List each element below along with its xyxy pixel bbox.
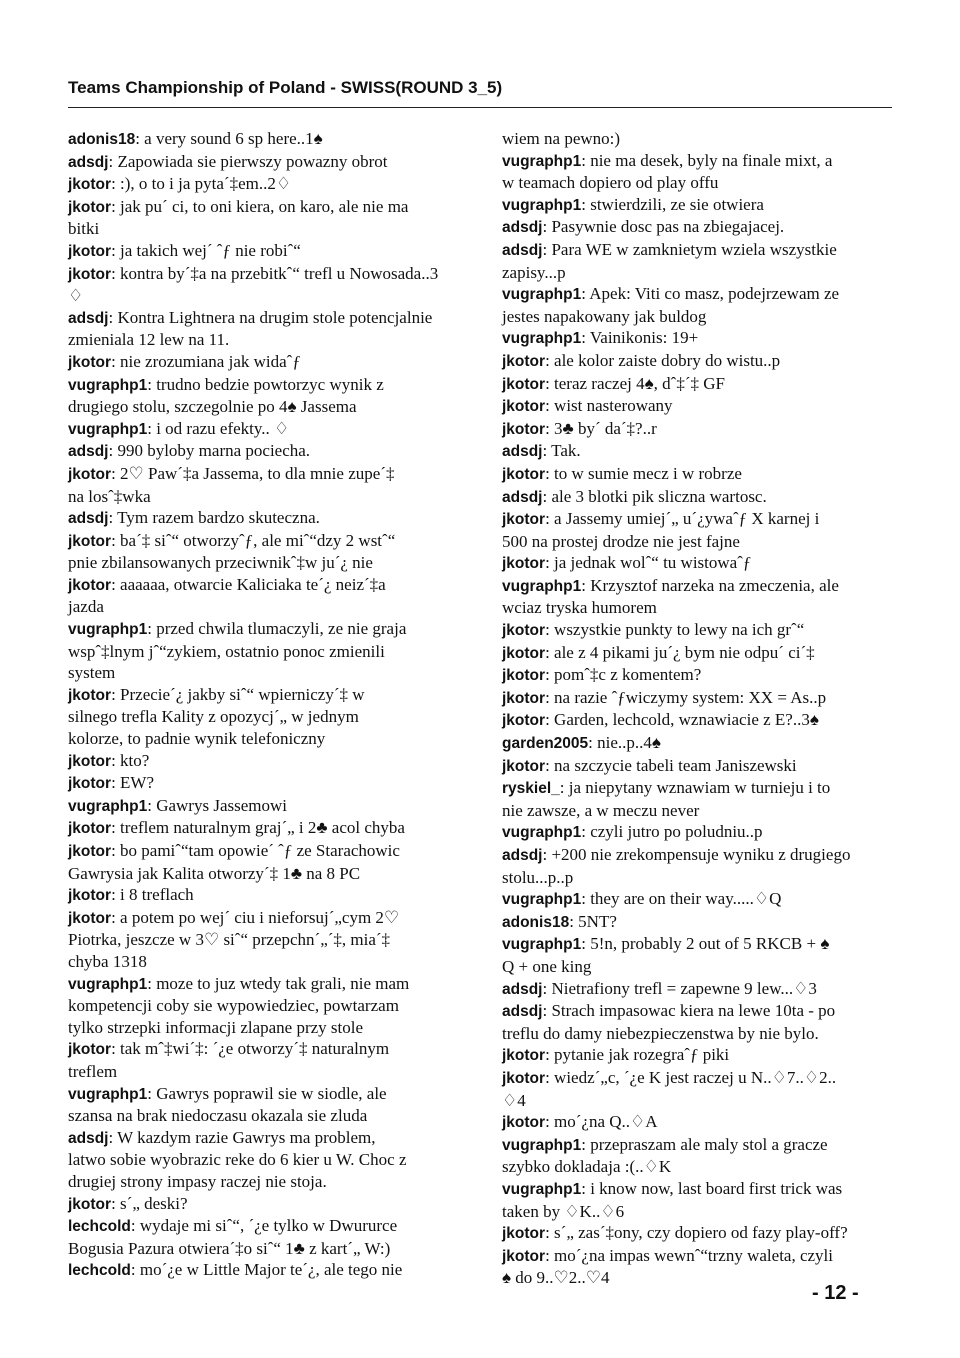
message-text: : bo pamiˆ“tam opowie´ ˆƒ ze Starachowic [111, 841, 400, 860]
message-text: : Garden, lechcold, wznawiacie z E?..3♠ [545, 710, 819, 730]
message-text: : stwierdzili, ze sie otwiera [581, 194, 764, 214]
message-text: jestes napakowany jak buldog [502, 306, 707, 326]
chat-line [68, 1193, 464, 1216]
chat-line [68, 151, 464, 174]
message-text: : przed chwila tlumaczyli, ze nie graja [147, 619, 407, 639]
message-text: : Gawrys Jassemowi [147, 795, 287, 815]
message-text: : Para WE w zamknietym wziela wszystkie [542, 239, 837, 259]
chat-line [502, 575, 898, 598]
message-text: Bogusia Pazura otwiera´‡o siˆ“ 1♣ z kart´„ W:) [68, 1238, 391, 1258]
speaker-name: adonis18 [502, 913, 570, 931]
chat-line [502, 933, 898, 956]
speaker-name: vugraphp1 [68, 1085, 148, 1103]
speaker-name: adsdj [68, 309, 109, 327]
message-text: : ale z 4 pikami ju´¿ bym nie odpu´ ci´‡ [545, 642, 815, 662]
chat-line [502, 732, 898, 755]
message-text: : pomˆ‡c z komentem? [545, 665, 702, 685]
chat-line [502, 395, 898, 418]
chat-line [68, 374, 464, 397]
message-text: : kto? [111, 750, 150, 770]
speaker-name: adsdj [68, 153, 109, 171]
message-text: treflu do damy niebezpieczenstwa by nie bylo. [502, 1023, 819, 1043]
chat-line [68, 329, 464, 351]
message-text: : 990 byloby marna pociecha. [108, 441, 311, 461]
speaker-name: jkotor [68, 686, 112, 704]
speaker-name: jkotor [68, 532, 112, 550]
speaker-name: adsdj [502, 847, 543, 864]
speaker-name: vugraphp1 [68, 975, 148, 993]
message-text: ♠ do 9..♡2..♡4 [502, 1268, 610, 1288]
chat-line [68, 463, 464, 486]
speaker-name: adsdj [502, 980, 543, 998]
chat-line [68, 218, 464, 240]
chat-line [502, 283, 898, 306]
chat-line [68, 396, 464, 418]
chat-line [68, 1127, 464, 1150]
speaker-name: adsdj [502, 1003, 543, 1021]
message-text: : ja jednak wolˆ“ tu wistowaˆƒ [545, 553, 752, 573]
speaker-name: vugraphp1 [502, 1180, 582, 1198]
message-text: : ba´‡ siˆ“ otworzyˆƒ, ale miˆ“dzy 2 wstˆ“ [111, 530, 396, 550]
chat-line [68, 1259, 464, 1282]
chat-line [502, 128, 898, 150]
message-text: : i know now, last board first trick was [581, 1178, 843, 1198]
speaker-name: jkotor [68, 775, 112, 793]
chat-line [502, 262, 898, 284]
message-text: chyba 1318 [68, 951, 147, 971]
speaker-name: jkotor [502, 1247, 546, 1265]
chat-line [502, 1111, 898, 1134]
speaker-name: adonis18 [68, 131, 136, 148]
chat-line [502, 956, 898, 978]
message-text: : 5!n, probably 2 out of 5 RKCB + ♠ [581, 934, 830, 954]
speaker-name: jkotor [68, 752, 112, 770]
message-text: : moze to juz wtedy tak grali, nie mam [147, 973, 410, 993]
chat-line [502, 531, 898, 553]
speaker-name: ryskiel_ [502, 780, 560, 798]
speaker-name: vugraphp1 [502, 286, 582, 304]
message-text: wciaz tryska humorem [502, 598, 657, 618]
message-text: latwo sobie wyobrazic reke do 6 kier u W. Choc z [68, 1150, 407, 1170]
message-text: : kontra by´‡a na przebitkˆ“ trefl u Nowosada..3 [111, 263, 439, 283]
chat-line [68, 1171, 464, 1193]
message-text: nie zawsze, a w meczu never [502, 800, 700, 820]
speaker-name: jkotor [502, 420, 546, 438]
chat-line [502, 418, 898, 441]
speaker-name: vugraphp1 [502, 891, 582, 909]
message-text: : ja takich wej´ ˆƒ nie robiˆ“ [111, 240, 301, 260]
message-text: wspˆ‡lnym jˆ“zykiem, ostatnio ponoc zmienili [68, 641, 385, 661]
message-text: szansa na brak niedoczasu okazala sie zluda [68, 1106, 368, 1126]
message-text: : wist nasterowany [545, 396, 673, 416]
chat-line [502, 508, 898, 531]
message-text: ♢ [68, 286, 84, 306]
speaker-name: vugraphp1 [502, 196, 582, 214]
speaker-name: jkotor [68, 1041, 112, 1059]
speaker-name: jkotor [502, 667, 546, 685]
message-text: : pytanie jak rozegraˆƒ piki [545, 1045, 730, 1065]
chat-line [502, 1134, 898, 1157]
message-text: : aaaaaa, otwarcie Kaliciaka te´¿ neiz´‡a [111, 574, 386, 594]
speaker-name: jkotor [502, 689, 546, 707]
speaker-name: jkotor [68, 887, 112, 905]
message-text: : wydaje mi siˆ“, ´¿e tylko w Dwururce [130, 1216, 398, 1236]
speaker-name: lechcold [68, 1218, 131, 1236]
chat-line [502, 216, 898, 239]
chat-line [68, 173, 464, 196]
header-rule [68, 107, 892, 108]
chat-line [68, 1061, 464, 1083]
chat-line [68, 728, 464, 750]
speaker-name: jkotor [502, 1225, 546, 1243]
message-text: : EW? [111, 773, 155, 793]
speaker-name: jkotor [68, 176, 112, 194]
message-text: ♢4 [502, 1090, 526, 1110]
speaker-name: vugraphp1 [68, 621, 148, 639]
chat-line [68, 929, 464, 951]
speaker-name: jkotor [502, 398, 546, 416]
chat-line [68, 817, 464, 840]
message-text: Q + one king [502, 956, 592, 976]
speaker-name: jkotor [502, 622, 546, 640]
chat-line [502, 150, 898, 173]
speaker-name: jkotor [502, 511, 546, 529]
chat-line [502, 709, 898, 732]
speaker-name: vugraphp1 [68, 376, 148, 394]
chat-line [502, 844, 898, 867]
message-text: : tak mˆ‡wi´‡: ´¿e otworzy´‡ naturalnym [111, 1039, 390, 1059]
chat-line [502, 463, 898, 486]
speaker-name: jkotor [502, 712, 546, 730]
message-text: system [68, 663, 116, 683]
message-text: w teamach dopiero od play offu [502, 173, 719, 193]
speaker-name: adsdj [502, 241, 543, 259]
message-text: : Tak. [542, 441, 581, 461]
chat-line [502, 597, 898, 619]
message-text: 500 na prostej drodze nie jest fajne [502, 531, 740, 551]
speaker-name: adsdj [68, 443, 109, 461]
chat-line [68, 995, 464, 1017]
message-text: zmieniala 12 lew na 11. [68, 330, 230, 350]
message-text: silnego trefla Kality z opozycj´„ w jednym [68, 707, 359, 727]
message-text: taken by ♢K..♢6 [502, 1201, 625, 1221]
message-text: : na szczycie tabeli team Janiszewski [545, 755, 797, 775]
chat-line [502, 239, 898, 262]
message-text: : they are on their way.....♢Q [581, 889, 782, 909]
message-text: : przepraszam ale maly stol a gracze [581, 1134, 828, 1154]
speaker-name: adsdj [502, 443, 543, 461]
chat-line [68, 795, 464, 818]
message-text: : nie zrozumiana jak widaˆƒ [111, 351, 301, 371]
chat-line [502, 867, 898, 889]
message-text: : s´„ zas´‡ony, czy dopiero od fazy play-off? [545, 1223, 848, 1243]
message-text: : Krzysztof narzeka na zmeczenia, ale [581, 575, 839, 595]
speaker-name: lechcold [68, 1262, 131, 1280]
message-text: : Zapowiada sie pierwszy powazny obrot [108, 151, 388, 171]
chat-line [502, 888, 898, 911]
message-text: : mo´¿na Q..♢A [545, 1112, 658, 1132]
message-text: : na razie ˆƒwiczymy system: XX = As..p [545, 687, 827, 707]
chat-line [502, 1245, 898, 1268]
chat-line [502, 1044, 898, 1067]
chat-line [502, 373, 898, 396]
message-text: : treflem naturalnym graj´„ i 2♣ acol chyba [111, 818, 405, 838]
chat-line [68, 418, 464, 441]
message-text: wiem na pewno:) [502, 129, 621, 148]
message-text: : Nietrafiony trefl = zapewne 9 lew...♢3 [542, 978, 817, 998]
chat-line [68, 440, 464, 463]
message-text: drugiego stolu, szczegolnie po 4♠ Jassema [68, 397, 357, 417]
message-text: : a Jassemy umiej´„ u´¿ywaˆƒ X karnej i [545, 509, 820, 529]
message-text: szybko dokladaja :(..♢K [502, 1157, 672, 1177]
chat-line [68, 574, 464, 597]
speaker-name: jkotor [502, 1069, 546, 1087]
message-text: zapisy...p [502, 262, 566, 282]
speaker-name: jkotor [502, 644, 546, 662]
speaker-name: adsdj [502, 219, 543, 237]
speaker-name: vugraphp1 [502, 152, 582, 170]
chat-line [502, 1000, 898, 1023]
chat-line [502, 1090, 898, 1112]
message-text: : Gawrys poprawil sie w siodle, ale [147, 1083, 387, 1103]
chat-line [68, 530, 464, 553]
chat-line [68, 1215, 464, 1238]
chat-line [502, 552, 898, 575]
chat-line [502, 440, 898, 463]
chat-line [68, 706, 464, 728]
message-text: : Vainikonis: 19+ [581, 328, 699, 348]
chat-line [68, 486, 464, 508]
chat-line [502, 978, 898, 1001]
message-text: : nie ma desek, byly na finale mixt, a [581, 150, 833, 170]
speaker-name: jkotor [68, 353, 112, 371]
message-text: : mo´¿e w Little Major te´¿, ale tego nie [130, 1260, 403, 1280]
speaker-name: jkotor [502, 757, 546, 775]
speaker-name: jkotor [68, 576, 112, 594]
speaker-name: garden2005 [502, 735, 589, 753]
speaker-name: jkotor [502, 1114, 546, 1132]
chat-line [68, 1017, 464, 1039]
speaker-name: adsdj [68, 510, 109, 528]
message-text: : 3♣ by´ da´‡?..r [545, 418, 657, 438]
speaker-name: jkotor [68, 265, 112, 283]
chat-line [502, 350, 898, 373]
chat-line [502, 1156, 898, 1178]
chat-line [68, 884, 464, 907]
speaker-name: jkotor [502, 465, 546, 483]
speaker-name: adsdj [68, 1129, 109, 1147]
chat-line [68, 196, 464, 219]
speaker-name: adsdj [502, 488, 543, 506]
speaker-name: jkotor [502, 1047, 546, 1065]
speaker-name: jkotor [68, 1195, 112, 1213]
speaker-name: jkotor [68, 909, 112, 927]
message-text: : to w sumie mecz i w robrze [545, 463, 742, 483]
chat-line [502, 1067, 898, 1090]
message-text: drugiej strony impasy raczej nie stoja. [68, 1171, 327, 1191]
chat-line [502, 800, 898, 822]
chat-line [502, 172, 898, 194]
transcript-column-left [68, 128, 464, 1282]
chat-line [68, 1149, 464, 1171]
chat-line [502, 642, 898, 665]
chat-line [502, 194, 898, 217]
message-text: treflem [68, 1061, 118, 1081]
message-text: : ja niepytany wznawiam w turnieju i to [559, 778, 831, 798]
chat-line [68, 662, 464, 684]
message-text: : Przecie´¿ jakby siˆ“ wpierniczy´‡ w [111, 684, 365, 704]
message-text: : jak pu´ ci, to oni kiera, on karo, ale nie ma [111, 196, 409, 216]
speaker-name: jkotor [68, 820, 112, 838]
chat-line [68, 596, 464, 618]
chat-line [68, 285, 464, 307]
message-text: : Apek: Viti co masz, podejrzewam ze [581, 284, 840, 304]
chat-line [502, 755, 898, 778]
message-text: : Strach impasowac kiera na lewe 10ta - po [542, 1001, 836, 1021]
speaker-name: jkotor [502, 352, 546, 370]
chat-line [502, 1201, 898, 1223]
message-text: : nie..p..4♠ [588, 733, 661, 753]
transcript-column-right [502, 128, 898, 1289]
page-header-title: Teams Championship of Poland - SWISS(ROUND 3_5) [68, 78, 503, 97]
message-text: jazda [68, 597, 104, 617]
message-text: : +200 nie zrekompensuje wyniku z drugiego [542, 845, 851, 864]
message-text: : czyli jutro po poludniu..p [581, 822, 763, 842]
speaker-name: vugraphp1 [502, 1136, 582, 1154]
message-text: : s´„ deski? [111, 1193, 188, 1213]
speaker-name: vugraphp1 [68, 797, 148, 815]
speaker-name: vugraphp1 [502, 824, 582, 842]
chat-line [68, 973, 464, 996]
chat-line [502, 1023, 898, 1045]
speaker-name: vugraphp1 [502, 330, 582, 348]
message-text: : ale 3 blotki pik sliczna wartosc. [542, 486, 767, 506]
chat-line [68, 1105, 464, 1127]
message-text: : wszystkie punkty to lewy na ich grˆ“ [545, 620, 805, 640]
message-text: : trudno bedzie powtorzyc wynik z [147, 374, 384, 394]
chat-line [68, 840, 464, 863]
message-text: bitki [68, 219, 100, 239]
chat-line [68, 507, 464, 530]
message-text: stolu...p..p [502, 867, 574, 887]
chat-line [68, 863, 464, 885]
speaker-name: jkotor [68, 465, 112, 483]
chat-line [502, 306, 898, 328]
speaker-name: vugraphp1 [502, 936, 582, 954]
chat-line [502, 1178, 898, 1201]
chat-line [68, 1038, 464, 1061]
chat-line [68, 907, 464, 930]
message-text: pnie zbilansowanych przeciwnikˆ‡w ju´¿ nie [68, 553, 373, 573]
message-text: tylko strzepki informacji zlapane przy stole [68, 1017, 364, 1037]
message-text: : Kontra Lightnera na drugim stole potencjalnie [108, 307, 433, 327]
chat-line [68, 684, 464, 707]
chat-line [502, 1222, 898, 1245]
message-text: : a potem po wej´ ciu i nieforsuj´„cym 2♡ [111, 907, 400, 927]
message-text: Gawrysia jak Kalita otworzy´‡ 1♣ na 8 PC [68, 863, 361, 883]
chat-line [502, 777, 898, 800]
chat-line [68, 351, 464, 374]
message-text: kolorze, to padnie wynik telefoniczny [68, 729, 326, 749]
message-text: : teraz raczej 4♠, dˆ‡´‡ GF [545, 373, 725, 393]
message-text: : wiedz´„c, ´¿e K jest raczej u N..♢7..♢2.. [545, 1067, 837, 1087]
page-number: - 12 - [812, 1282, 859, 1304]
message-text: : a very sound 6 sp here..1♠ [135, 129, 323, 148]
message-text: : ale kolor zaiste dobry do wistu..p [545, 350, 781, 370]
chat-line [502, 327, 898, 350]
chat-line [502, 687, 898, 710]
message-text: : :), o to i ja pyta´‡em..2♢ [111, 174, 292, 194]
chat-line [68, 307, 464, 330]
message-text: : 5NT? [569, 911, 617, 931]
speaker-name: jkotor [68, 843, 112, 860]
message-text: : Pasywnie dosc pas na zbiegajacej. [542, 217, 785, 237]
chat-line [68, 1238, 464, 1260]
chat-line [68, 951, 464, 973]
message-text: Piotrka, jeszcze w 3♡ siˆ“ przepchn´„´‡, mia´‡ [68, 930, 391, 950]
chat-line [68, 1083, 464, 1106]
speaker-name: jkotor [502, 555, 546, 573]
speaker-name: jkotor [68, 242, 112, 260]
chat-line [68, 240, 464, 263]
chat-line [68, 552, 464, 574]
message-text: : W kazdym razie Gawrys ma problem, [108, 1127, 376, 1147]
message-text: : mo´¿na impas wewnˆ“trzny waleta, czyli [545, 1245, 833, 1265]
chat-line [502, 619, 898, 642]
message-text: : Tym razem bardzo skuteczna. [108, 508, 320, 528]
message-text: kompetencji coby sie wypowiedziec, powtarzam [68, 996, 399, 1016]
message-text: : i od razu efekty.. ♢ [147, 418, 290, 438]
chat-line [502, 821, 898, 844]
chat-line [68, 750, 464, 773]
chat-line [502, 664, 898, 687]
chat-line [68, 128, 464, 151]
chat-line [68, 641, 464, 663]
message-text: : 2♡ Paw´‡a Jassema, to dla mnie zupe´‡ [111, 463, 395, 483]
chat-line [502, 911, 898, 934]
chat-line [502, 486, 898, 509]
speaker-name: jkotor [502, 375, 546, 393]
speaker-name: vugraphp1 [68, 420, 148, 438]
chat-line [68, 772, 464, 795]
chat-line [68, 263, 464, 286]
speaker-name: jkotor [68, 198, 112, 216]
speaker-name: vugraphp1 [502, 577, 582, 595]
message-text: : i 8 treflach [111, 885, 194, 905]
chat-line [68, 618, 464, 641]
message-text: na losˆ‡wka [68, 486, 151, 506]
